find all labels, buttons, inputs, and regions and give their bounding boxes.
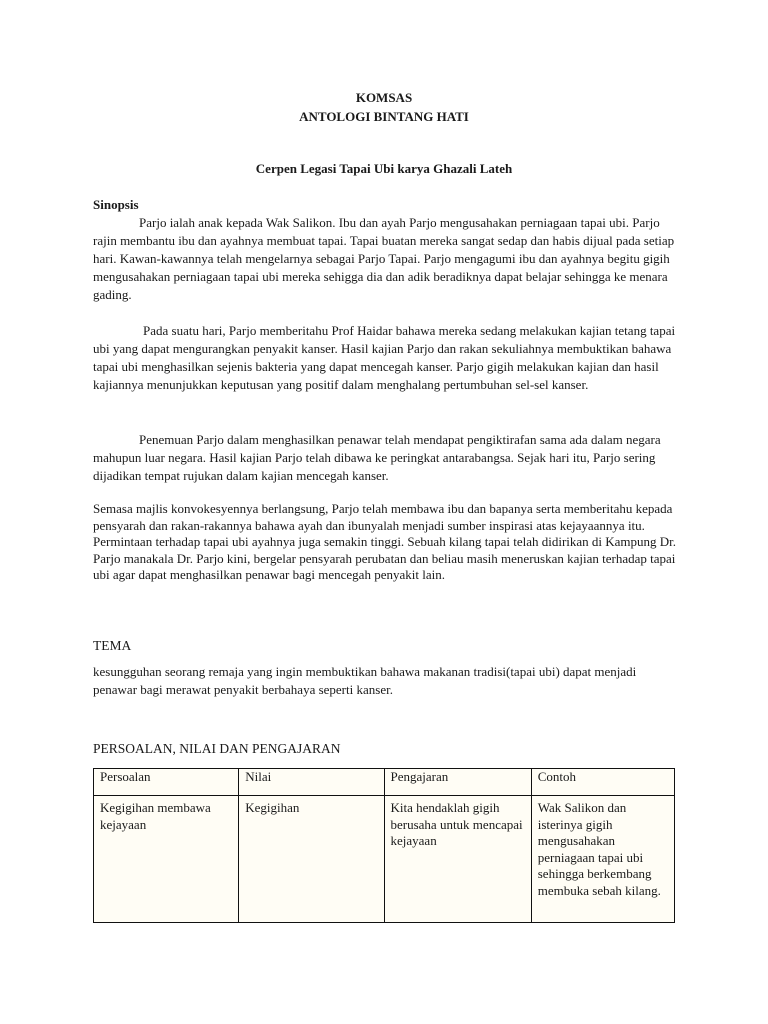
persoalan-table: [93, 768, 675, 923]
table-header-row: [94, 769, 675, 796]
header-nilai: Nilai: [239, 769, 384, 796]
header-persoalan: Persoalan: [94, 769, 239, 796]
header-contoh: Contoh: [531, 769, 674, 796]
sinopsis-paragraph-4: Semasa majlis konvokesyennya berlangsung, Parjo telah membawa ibu dan bapanya serta memberitahu kepada pensyarah dan rakan-rakannya bahawa ayah dan ibunyalah menjadi sumber inspirasi atas kejayaannya itu. Permintaan terhadap tapai ubi ayahnya juga semakin tinggi. Sebuah kilang tapai telah didirikan di Kampung Dr. Parjo manakala Dr. Parjo kini, bergelar pensyarah perubatan dan beliau masih meneruskan kajian terhadap tapai ubi agar dapat menghasilkan penawar bagi mencegah penyakit lain.: [93, 501, 677, 582]
sinopsis-heading: Sinopsis: [93, 197, 139, 212]
sinopsis-paragraph-2: Pada suatu hari, Parjo memberitahu Prof Haidar bahawa mereka sedang melakukan kajian tetang tapai ubi yang dapat mengurangkan penyakit kanser. Hasil kajian Parjo dan rakan sekuliahnya membuktikan bahawa tapai ubi menghasilkan sejenis bakteria yang dapat mencegah kanser. Parjo gigih melakukan kajian dan hasil kajiannya menunjukkan keputusan yang positif dalam menghalang pertumbuhan sel-sel kanser.: [93, 323, 676, 392]
story-subtitle: Cerpen Legasi Tapai Ubi karya Ghazali Lateh: [255, 161, 513, 176]
cell-pengajaran: Kita hendaklah gigih berusaha untuk mencapai kejayaan: [384, 796, 531, 923]
table-row: [94, 796, 675, 923]
sinopsis-paragraph-1: Parjo ialah anak kepada Wak Salikon. Ibu dan ayah Parjo mengusahakan perniagaan tapai ubi. Parjo rajin membantu ibu dan ayahnya membuat tapai. Tapai buatan mereka sangat sedap dan habis dijual pada setiap hari. Kawan-kawannya telah mengelarnya sebagai Parjo Tapai. Parjo mengagumi ibu dan ayahnya begitu gigih mengusahakan perniagaan tapai ubi mereka sehigga dia dan adik beradiknya dapat belajar sehingga ke menara gading.: [93, 215, 675, 302]
document-title: [0, 88, 768, 126]
header-pengajaran: Pengajaran: [384, 769, 531, 796]
cell-nilai: Kegigihan: [239, 796, 384, 923]
title-line-komsas: KOMSAS: [355, 90, 413, 105]
tema-heading: TEMA: [93, 638, 132, 653]
cell-contoh: Wak Salikon dan isterinya gigih mengusahakan perniagaan tapai ubi sehingga berkembang membuka sebah kilang.: [531, 796, 674, 923]
tema-text: kesungguhan seorang remaja yang ingin membuktikan bahawa makanan tradisi(tapai ubi) dapat menjadi penawar bagi merawat penyakit berbahaya seperti kanser.: [93, 664, 637, 697]
persoalan-heading: PERSOALAN, NILAI DAN PENGAJARAN: [93, 741, 341, 756]
sinopsis-paragraph-3: Penemuan Parjo dalam menghasilkan penawar telah mendapat pengiktirafan sama ada dalam negara mahupun luar negara. Hasil kajian Parjo telah dibawa ke peringkat antarabangsa. Sejak hari itu, Parjo sering dijadikan tempat rujukan dalam kajian mencegah kanser.: [93, 432, 661, 483]
cell-persoalan: Kegigihan membawa kejayaan: [94, 796, 239, 923]
title-line-antologi: ANTOLOGI BINTANG HATI: [299, 109, 469, 124]
